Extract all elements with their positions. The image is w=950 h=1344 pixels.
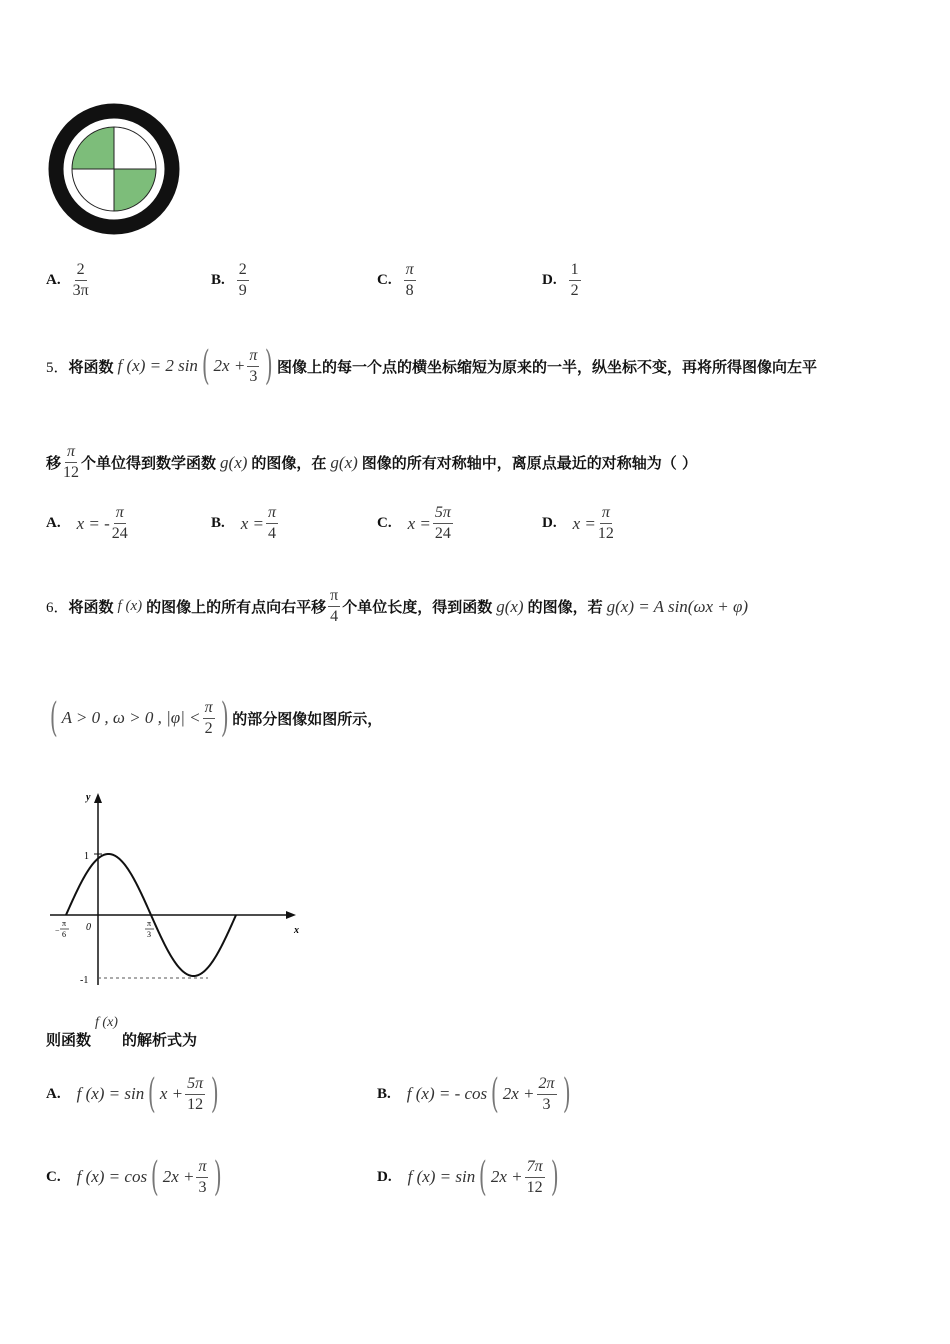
- right-paren: ): [214, 1154, 223, 1200]
- fraction: [266, 505, 278, 542]
- question-text: 的图像上的所有点向右平移: [146, 598, 327, 616]
- tick-x-left-den: 6: [62, 930, 66, 939]
- numerator: π: [114, 505, 126, 524]
- denominator: 3: [542, 1095, 551, 1113]
- option-label: B.: [211, 272, 225, 288]
- numerator: π: [247, 348, 259, 367]
- left-paren: (: [201, 343, 210, 389]
- fraction: [196, 1159, 208, 1196]
- question-text: 的部分图像如图所示，: [232, 709, 383, 728]
- fraction: [63, 444, 79, 481]
- sine-graph: [46, 785, 310, 995]
- numerator: 5π: [433, 505, 453, 524]
- option-label: D.: [377, 1168, 392, 1185]
- question-number: 6．: [46, 600, 69, 616]
- option-label: A.: [46, 515, 61, 531]
- denominator: 8: [405, 282, 414, 299]
- option-expression: f (x) = sin: [76, 1084, 145, 1103]
- numerator: π: [328, 588, 340, 607]
- shaded-quadrant-bottom-right: [114, 169, 156, 211]
- option-label: A.: [46, 1085, 61, 1102]
- option-expression: f (x) = sin: [407, 1167, 476, 1186]
- option-expression: x = -: [76, 513, 110, 533]
- question-text: 将函数: [68, 357, 114, 376]
- option-expression: f (x) = cos: [76, 1167, 148, 1186]
- fraction: [185, 1076, 205, 1113]
- target-figure: [47, 101, 181, 237]
- x-axis-arrow: [286, 911, 296, 919]
- fraction: [537, 1076, 557, 1113]
- function-name: g(x): [496, 596, 524, 616]
- fraction: [525, 1159, 545, 1196]
- fraction: [112, 505, 128, 542]
- question-text: 的图像，在: [251, 454, 327, 472]
- q6-option-d[interactable]: [377, 1154, 562, 1200]
- question-text: 移: [46, 454, 62, 472]
- numerator: 2π: [537, 1076, 557, 1095]
- tick-y-bottom: -1: [80, 975, 89, 986]
- left-paren: (: [491, 1071, 499, 1117]
- right-paren: ): [562, 1071, 571, 1117]
- denominator: 9: [238, 282, 247, 299]
- right-paren: ): [265, 343, 274, 389]
- question-text: 的解析式为: [121, 1031, 197, 1049]
- q6-line-2: [46, 695, 383, 741]
- left-paren: (: [150, 1154, 159, 1200]
- option-expression: x =: [407, 513, 431, 533]
- fraction: [247, 348, 259, 385]
- left-paren: (: [148, 1071, 156, 1117]
- fraction: [569, 262, 581, 299]
- question-text: 图像上的每一个点的横坐标缩短为原来的一半，纵坐标不变，再将所得图像向左平: [276, 357, 817, 376]
- numerator: π: [600, 505, 612, 524]
- tick-x-left-num: π: [62, 919, 67, 928]
- numerator: 1: [569, 262, 581, 281]
- option-label: D.: [542, 272, 557, 288]
- q5-option-a[interactable]: [46, 505, 130, 542]
- inner-expression: 2x +: [213, 356, 246, 375]
- question-text: 个单位得到数学函数: [81, 454, 217, 472]
- fraction: [203, 700, 215, 737]
- denominator: 12: [597, 525, 614, 542]
- inner-expression: x +: [159, 1084, 184, 1103]
- denominator: 12: [63, 464, 80, 481]
- numerator: 2: [237, 262, 249, 281]
- numerator: π: [203, 700, 215, 719]
- q5-line-2: [46, 444, 697, 481]
- option-expression: x =: [240, 513, 265, 533]
- fraction: [598, 505, 614, 542]
- denominator: 24: [111, 525, 128, 542]
- denominator: 4: [330, 608, 339, 625]
- function-name: f (x): [117, 598, 143, 614]
- option-label: B.: [211, 515, 225, 531]
- function-expression: g(x) = A sin(ωx + φ): [606, 596, 749, 616]
- tick-x-right-num: π: [147, 919, 152, 928]
- tick-x-right-den: 3: [147, 930, 151, 939]
- left-paren: (: [49, 695, 58, 741]
- q6-option-c[interactable]: [46, 1154, 226, 1200]
- numerator: π: [65, 444, 77, 463]
- question-text: 的图像，若: [527, 598, 603, 616]
- fraction: [328, 588, 340, 625]
- function-name: f (x): [95, 1015, 118, 1030]
- q4-option-c[interactable]: [377, 262, 418, 299]
- q6-line-1: [46, 588, 748, 625]
- q4-option-b[interactable]: [211, 262, 251, 299]
- right-paren: ): [220, 695, 229, 741]
- numerator: π: [196, 1159, 208, 1178]
- tick-y-top: 1: [84, 851, 89, 862]
- function-expression: f (x) = 2 sin: [117, 356, 198, 375]
- axis-label-x: x: [294, 925, 299, 936]
- left-paren: (: [479, 1154, 487, 1200]
- fraction: [237, 262, 249, 299]
- option-label: C.: [46, 1168, 61, 1185]
- origin-label: 0: [86, 922, 91, 933]
- numerator: π: [266, 505, 278, 524]
- q5-line-1: [46, 343, 817, 389]
- option-expression: f (x) = - cos: [406, 1084, 488, 1103]
- inner-expression: 2x +: [162, 1167, 195, 1186]
- inner-expression: 2x +: [490, 1167, 523, 1186]
- option-label: D.: [542, 515, 557, 531]
- option-label: B.: [377, 1085, 391, 1102]
- numerator: 2: [75, 262, 87, 281]
- q6-option-a[interactable]: [46, 1071, 223, 1117]
- denominator: 3π: [72, 282, 89, 299]
- denominator: 3: [198, 1178, 207, 1196]
- q5-option-b[interactable]: [211, 505, 280, 542]
- y-axis-arrow: [94, 793, 102, 803]
- q6-option-b[interactable]: [377, 1071, 574, 1117]
- option-expression: x =: [572, 513, 596, 533]
- condition-expression: A > 0 , ω > 0 , |φ| <: [61, 708, 201, 727]
- fraction: [404, 262, 416, 299]
- function-name: g(x): [220, 452, 248, 472]
- denominator: 2: [570, 282, 579, 299]
- question-number: 5．: [46, 359, 69, 376]
- right-paren: ): [211, 1071, 219, 1117]
- q5-option-c[interactable]: [377, 505, 455, 542]
- denominator: 4: [268, 525, 277, 542]
- question-text: 则函数: [46, 1031, 92, 1049]
- denominator: 12: [187, 1095, 204, 1113]
- fraction: [73, 262, 89, 299]
- numerator: 7π: [525, 1159, 545, 1178]
- q6-line-3: [46, 1015, 197, 1050]
- inner-expression: 2x +: [502, 1084, 535, 1103]
- question-text: 将函数: [68, 598, 114, 616]
- numerator: 5π: [185, 1076, 205, 1095]
- option-label: A.: [46, 272, 61, 288]
- numerator: π: [404, 262, 416, 281]
- denominator: 3: [249, 367, 258, 385]
- denominator: 12: [526, 1178, 543, 1196]
- axis-label-y: y: [86, 792, 91, 803]
- shaded-quadrant-top-left: [72, 127, 114, 169]
- right-paren: ): [550, 1154, 559, 1200]
- question-text: 图像的所有对称轴中，离原点最近的对称轴为（ ）: [361, 454, 698, 472]
- q4-option-a[interactable]: [46, 262, 91, 299]
- tick-x-left-sign: −: [55, 926, 60, 935]
- option-label: C.: [377, 272, 392, 288]
- function-name: g(x): [330, 452, 358, 472]
- denominator: 24: [434, 525, 451, 542]
- denominator: 2: [204, 719, 213, 737]
- q5-option-d[interactable]: [542, 505, 616, 542]
- fraction: [433, 505, 453, 542]
- question-text: 个单位长度，得到函数: [342, 598, 493, 616]
- q4-option-d[interactable]: [542, 262, 583, 299]
- option-label: C.: [377, 515, 392, 531]
